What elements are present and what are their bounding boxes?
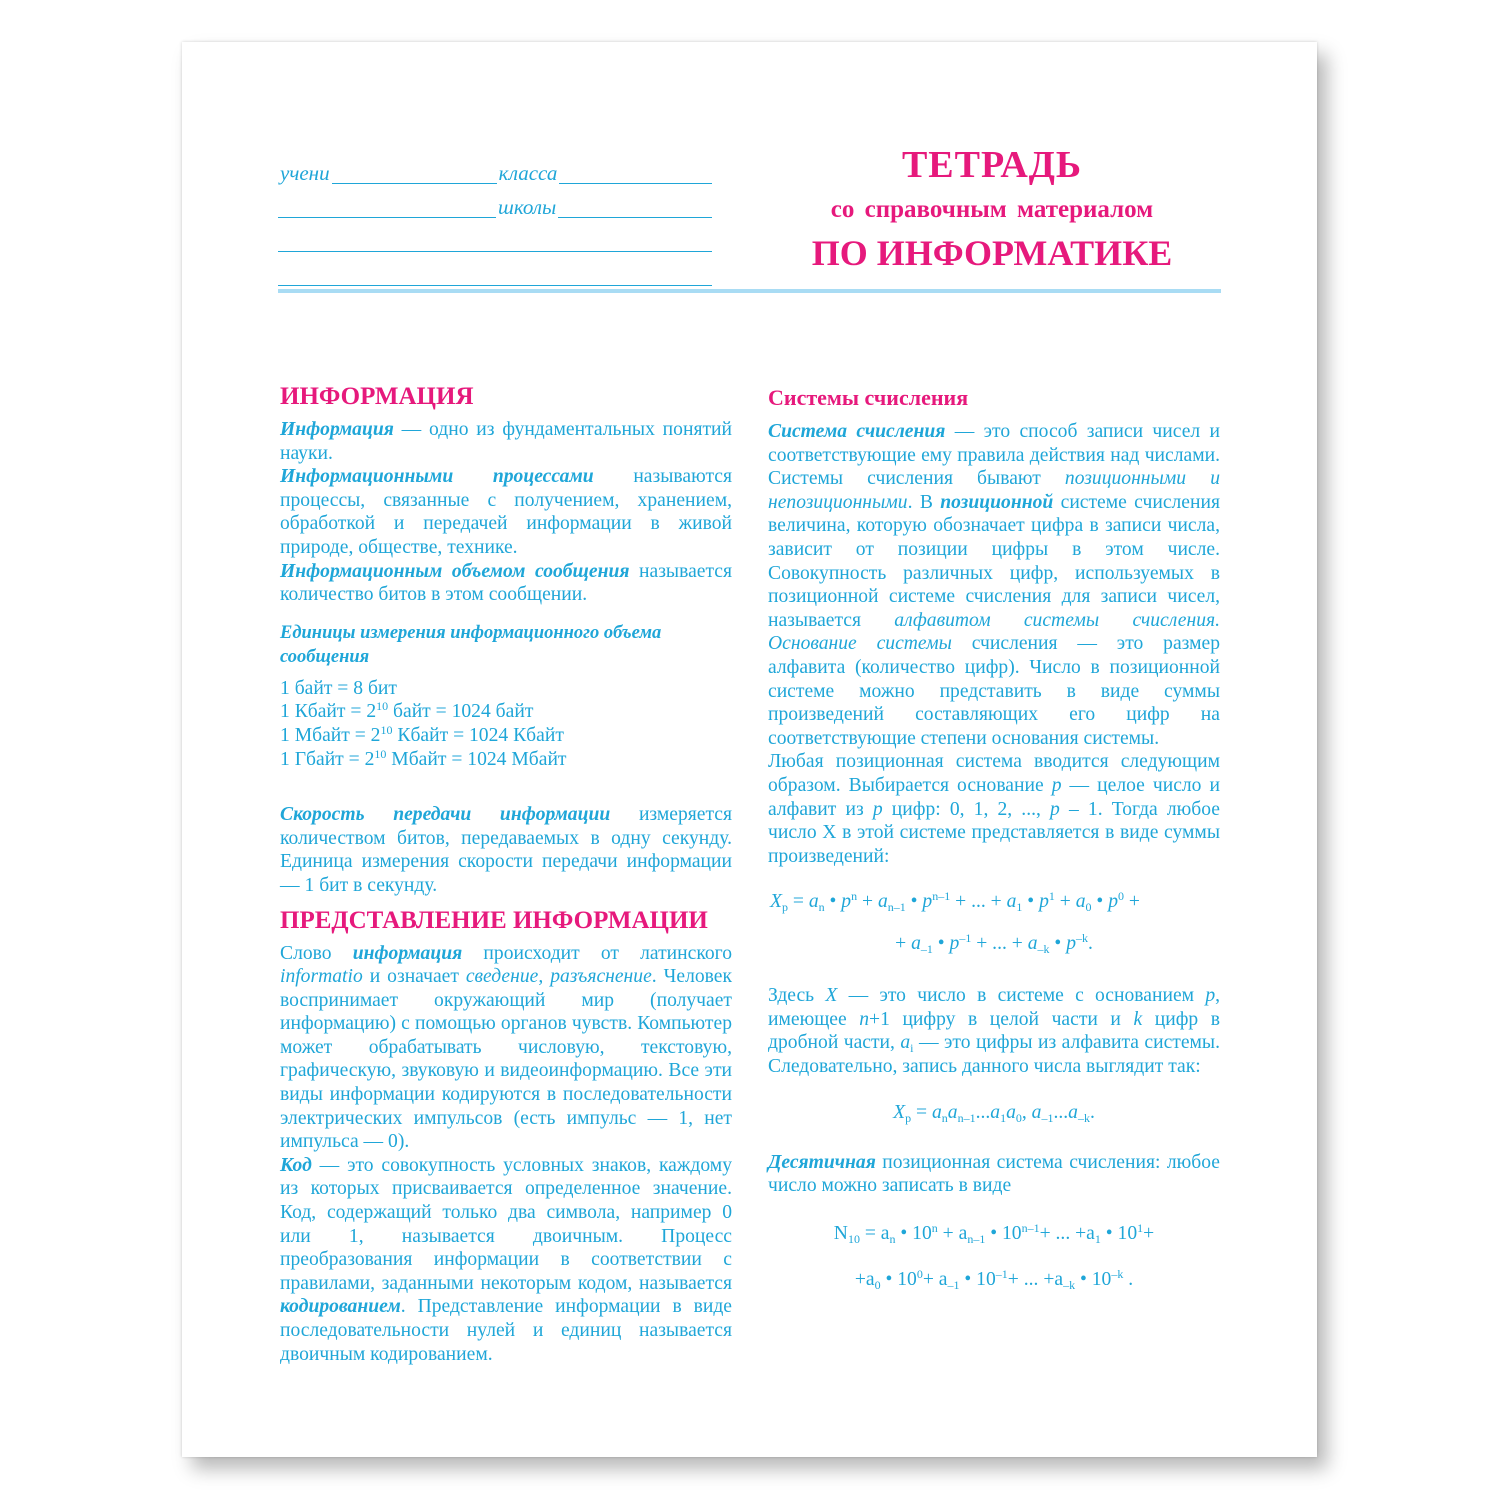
- term-information: Информация: [280, 419, 394, 440]
- t: , имеющее: [768, 985, 1221, 1030]
- t: i: [910, 1041, 914, 1056]
- heading-information: ИНФОРМАЦИЯ: [280, 383, 474, 410]
- form-row-3: [278, 218, 712, 252]
- exp: 10: [380, 722, 393, 737]
- formula-notation: $X_p = a_na_{n-1}...a_1a_0$, $a_{-1}...a_{-k}$.: [893, 1101, 1095, 1125]
- formula-decimal-line1: $N_{10} = a_n$ • $10^n + a_{n-1}$ • $10^{n-1}+$ ... $+a_1$ • $10^1+$: [833, 1220, 1155, 1246]
- units-heading: Единицы измерения информационного объема сообщения: [280, 622, 662, 667]
- school-line[interactable]: [558, 197, 712, 218]
- t: — это совокупность условных знаков, каждому из которых присваивается определенное значение. Код, содержащий только два символа, например 0 или 1, называется двоичным. Процесс преобразования информации в соответствии с правилами, заданными некоторым кодом, называется: [280, 1154, 732, 1294]
- term: позиционной: [940, 491, 1054, 513]
- text: — одно из фундаментальных понятий науки.: [280, 419, 732, 464]
- para-decimal: [768, 1151, 1220, 1198]
- term-speed: Скорость передачи информации: [280, 804, 611, 826]
- t: Мбайт = 1024 Мбайт: [386, 748, 567, 770]
- term-volume: Информационным объемом сообщения: [280, 560, 630, 582]
- header-divider: [278, 289, 1221, 293]
- unit-byte: 1 байт = 8 бит: [280, 677, 397, 699]
- formula-decimal-line2: $+a_0$ • $10^0+ a_{-1}$ • $10^{-1}+$ ... $+a_{-k}$ • $10^{-k}$ .: [854, 1266, 1134, 1292]
- page-subtitle: со справочным материалом: [830, 196, 1154, 223]
- t: X: [825, 985, 838, 1007]
- term-coding: кодированием: [280, 1296, 401, 1318]
- t: — это цифры из алфавита системы. Следовательно, запись данного числа выглядит так:: [768, 1032, 1220, 1078]
- para-processes: [280, 465, 732, 559]
- text: называются процессы, связанные с получением, хранением, обработкой и передачей информации в живой природе, обществе, технике.: [280, 466, 732, 558]
- t: счисления — это размер алфавита (количество цифр). Число в позиционной системе можно представить в виде суммы произведений составляющих его цифр на соответствующие степени основания системы.: [768, 633, 1220, 749]
- exp: 10: [374, 746, 387, 761]
- meaning: сведение, разъяснение: [465, 966, 652, 988]
- t: 1 Гбайт = 2: [280, 748, 375, 770]
- page-subject: ПО ИНФОРМАТИКЕ: [811, 233, 1173, 273]
- page-title: ТЕТРАДЬ: [901, 144, 1083, 186]
- latin: informatio: [280, 966, 363, 988]
- unit-kbyte: [280, 700, 732, 724]
- t: k: [1133, 1008, 1143, 1030]
- t: системе счисления величина, которую обозначает цифра в записи числа, зависит от позиции цифры в этом числе. Совокупность различных цифр, используемых в позиционной системе счисления для записи чисел, называется: [768, 491, 1220, 631]
- term: информация: [352, 942, 463, 964]
- term: Десятичная: [768, 1151, 876, 1173]
- t: p: [1205, 985, 1216, 1007]
- t: +1 цифру в целой части и: [869, 1008, 1134, 1030]
- t: алфавитом системы счисления. Основание системы: [768, 609, 1220, 655]
- t: Кбайт = 1024 Кбайт: [392, 724, 564, 746]
- t: p: [1051, 774, 1062, 796]
- form-row-4: [278, 252, 712, 286]
- t: и означает: [362, 966, 466, 988]
- t: n: [859, 1008, 870, 1030]
- heading-number-systems: Системы счисления: [768, 385, 969, 410]
- t: Слово: [280, 942, 353, 964]
- t: Здесь: [768, 985, 826, 1007]
- para-information: [280, 418, 732, 465]
- para-here: [768, 984, 1220, 1078]
- t: — это способ записи чисел и соответствующие ему правила действия над числами. Системы счисления бывают: [768, 421, 1220, 490]
- para-positional: [768, 750, 1220, 868]
- heading-representation: ПРЕДСТАВЛЕНИЕ ИНФОРМАЦИИ: [280, 906, 708, 934]
- t: . Представление информации в виде последовательности нулей и единиц называется двоичным кодированием.: [280, 1296, 732, 1365]
- para-system: [768, 420, 1220, 750]
- notebook-cover: [182, 42, 1317, 1457]
- owner-form: [278, 150, 712, 286]
- name-line-1[interactable]: [278, 231, 712, 252]
- t: цифр: 0, 1, 2, ...,: [882, 798, 1051, 820]
- student-line[interactable]: [332, 163, 497, 184]
- t: цифр в дробной части,: [768, 1008, 1220, 1054]
- t: позиционная система счисления: любое число можно записать в виде: [768, 1151, 1220, 1197]
- form-row-student: [278, 150, 712, 184]
- units-list: [280, 677, 732, 771]
- left-column: [280, 376, 732, 1366]
- label-class: класса: [498, 161, 558, 185]
- t: . В: [907, 491, 941, 513]
- t: происходит от латинского: [462, 942, 732, 964]
- unit-mbyte: [280, 724, 732, 748]
- para-speed: [280, 803, 732, 897]
- term-processes: Информационными процессами: [280, 466, 594, 488]
- t: — это число в системе с основанием: [837, 985, 1206, 1007]
- term-code: Код: [280, 1154, 312, 1176]
- t: байт = 1024 байт: [388, 701, 534, 723]
- t: позиционными и непозиционными: [768, 468, 1220, 513]
- label-school: школы: [498, 195, 557, 219]
- t: p: [1050, 798, 1060, 820]
- para-volume: [280, 560, 732, 607]
- t: 1 Мбайт = 2: [280, 724, 381, 746]
- unit-gbyte: [280, 748, 732, 772]
- para-word: [280, 942, 732, 1154]
- t: 1 Кбайт = 2: [280, 701, 377, 723]
- formula-sum-line1: $X_p = a_n$ • $p^n + a_{n-1}$ • $p^{n-1}$ + ... + $a_1$ • $p^1 + a_0$ • $p^0$ +: [770, 889, 1140, 915]
- form-row-school: [278, 184, 712, 218]
- text: называется количество битов в этом сообщении.: [280, 560, 732, 606]
- t: — целое число и алфавит из: [768, 774, 1220, 820]
- para-code: [280, 1154, 732, 1366]
- formula-sum-line2: + $a_{-1}$ • $p^{-1}$ + ... + $a_{-k}$ • $p^{-k}$.: [895, 931, 1093, 957]
- t: a: [900, 1032, 911, 1054]
- t: – 1. Тогда любое число X в этой системе представляется в виде суммы произведений:: [768, 798, 1220, 867]
- school-number-line[interactable]: [278, 197, 496, 218]
- t: Любая позиционная система вводится следующим образом. Выбирается основание: [768, 751, 1220, 796]
- label-student: учени: [280, 161, 330, 185]
- t: p: [872, 798, 883, 820]
- t: . Человек воспринимает окружающий мир (получает информацию) с помощью органов чувств. Компьютер может обрабатывать числовую, текстовую, графическую, звуковую и видеоинформацию. Все эти виды информации кодируются в последовательности электрических импульсов (есть импульс — 1, нет импульса — 0).: [280, 966, 732, 1153]
- right-column: [768, 376, 1220, 1292]
- title-block: [772, 142, 1212, 276]
- text: измеряется количеством битов, передаваемых в одну секунду. Единица измерения скорости передачи информации — 1 бит в секунду.: [280, 804, 733, 896]
- class-line[interactable]: [559, 163, 712, 184]
- exp: 10: [376, 699, 389, 714]
- name-line-2[interactable]: [278, 265, 712, 286]
- term: Система счисления: [768, 421, 946, 442]
